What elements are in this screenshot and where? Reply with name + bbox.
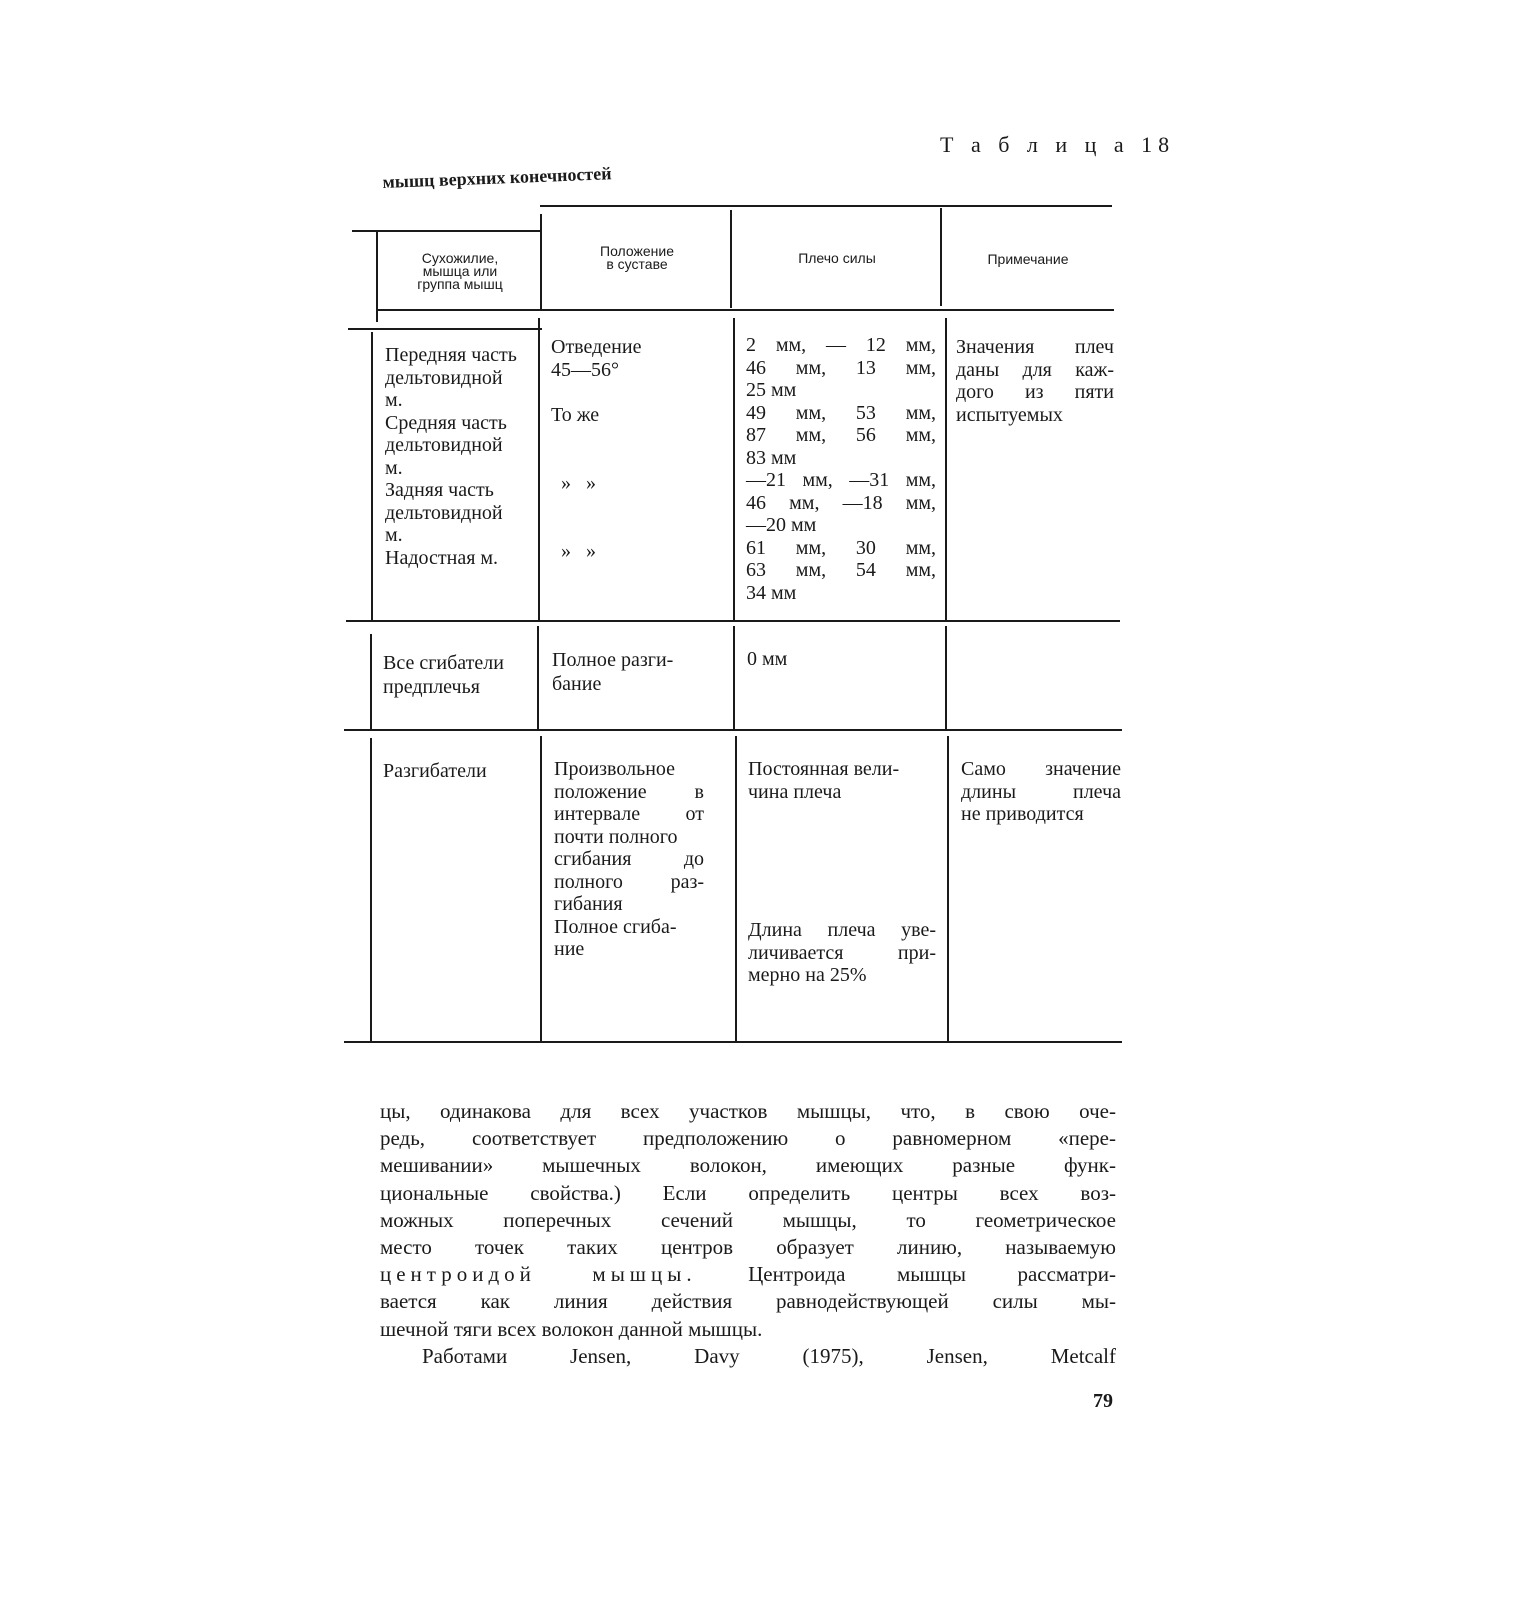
row3-lever-arm-constant <box>748 758 936 803</box>
rule-header-bottom <box>378 309 1114 311</box>
cell-line: Передняя часть <box>385 344 517 366</box>
text-fragment: Центроида мышцы рассматри- <box>696 1262 1116 1287</box>
row3-position <box>554 758 704 961</box>
vrule-c1-row1 <box>538 318 540 620</box>
cell-line <box>551 450 729 473</box>
header-note: Примечание <box>987 251 1069 267</box>
header-tendon-line: Сухожилие, <box>421 250 499 266</box>
cell-line: » » <box>561 540 596 563</box>
cell-line <box>551 495 729 518</box>
term-centroid: центроидой мышцы. <box>380 1262 697 1287</box>
cell-line: Постоянная вели- <box>748 758 900 780</box>
cell-line: дельтовидной <box>385 501 503 524</box>
rule-table-bottom <box>344 1041 1122 1043</box>
vrule-left-header <box>376 232 378 322</box>
cell-line: 63 мм, 54 мм, <box>746 559 936 581</box>
table-number: Т а б л и ц а 18 <box>940 132 1176 157</box>
cell-line: 46 мм, 13 мм, <box>746 356 936 379</box>
header-lever-arm: Плечо силы <box>798 250 876 266</box>
cell-line: 25 мм <box>746 379 797 401</box>
cell-line: Все сгибатели <box>383 652 504 674</box>
row3-lever-arm-increase <box>748 919 936 987</box>
row3-muscle <box>383 760 533 783</box>
cell-line: Надостная м. <box>385 546 499 569</box>
cell-line <box>551 427 729 450</box>
cell-line <box>551 381 729 404</box>
vrule-c3-row1 <box>945 318 947 620</box>
cell-line: —20 мм <box>746 514 817 536</box>
cell-line: Произвольное <box>554 758 676 780</box>
cell-line: м. <box>385 456 403 479</box>
cell-line: Средняя часть <box>385 411 507 434</box>
cell-line: испытуемых <box>956 403 1063 426</box>
vrule-c3-row2 <box>945 626 947 729</box>
text-line: Работами Jensen, Davy (1975), Jensen, Metcalf <box>422 1343 1116 1368</box>
table-caption: мышц верхних конечностей <box>382 163 612 193</box>
cell-line: 61 мм, 30 мм, <box>746 536 936 559</box>
cell-line: бание <box>552 673 602 695</box>
rule-top-left <box>352 230 542 232</box>
vrule-c1-row3 <box>540 736 542 1041</box>
cell-line: Отведение <box>551 336 642 358</box>
page-number: 79 <box>1093 1390 1113 1412</box>
cell-line: положение в <box>554 780 704 803</box>
cell-line: не приводится <box>961 803 1084 825</box>
vrule-left-row3 <box>370 738 372 1041</box>
header-tendon-line: мышца или <box>422 263 498 279</box>
cell-line: —21 мм, —31 мм, <box>746 469 936 491</box>
cell-line: 83 мм <box>746 446 797 469</box>
vrule-c3-header <box>940 208 942 306</box>
cell-line: мерно на 25% <box>748 964 867 986</box>
cell-line: сгибания до <box>554 848 704 870</box>
row1-position <box>551 336 729 563</box>
cell-line: дельтовидной <box>385 434 503 456</box>
vrule-left-row1 <box>371 332 373 620</box>
cell-line: длины плеча <box>961 780 1121 803</box>
cell-line: дого из пяти <box>956 381 1114 403</box>
vrule-c3-row3 <box>947 736 949 1041</box>
cell-line: » » <box>561 472 596 495</box>
cell-line: Значения плеч <box>956 336 1114 358</box>
cell-line: 87 мм, 56 мм, <box>746 424 936 446</box>
row2-lever-arm <box>747 648 937 671</box>
vrule-c2-row2 <box>733 626 735 729</box>
cell-line: 49 мм, 53 мм, <box>746 401 936 424</box>
cell-line: почти полного <box>554 825 678 848</box>
cell-line: 2 мм, — 12 мм, <box>746 334 936 356</box>
cell-line: даны для каж- <box>956 358 1114 381</box>
rule-row1-bottom <box>346 620 1120 622</box>
cell-line: дельтовидной <box>385 366 503 389</box>
cell-line: Разгибатели <box>383 760 487 782</box>
cell-line <box>551 518 729 541</box>
cell-line: чина плеча <box>748 780 842 803</box>
cell-line: м. <box>385 524 403 546</box>
row2-muscle <box>383 651 533 699</box>
cell-line: 34 мм <box>746 581 797 604</box>
text-line <box>380 1261 1116 1288</box>
cell-line: Полное разги- <box>552 649 674 671</box>
text-line: можных поперечных сечений мышцы, то геометрическое <box>380 1207 1116 1232</box>
cell-line: Само значение <box>961 758 1121 780</box>
row3-note <box>961 758 1121 826</box>
cell-line: 0 мм <box>747 648 788 670</box>
cell-line: гибания <box>554 893 623 915</box>
header-tendon-line: группа мышц <box>417 276 503 292</box>
cell-line: полного раз- <box>554 870 704 893</box>
header-joint-line: Положение <box>600 243 674 259</box>
text-line: вается как линия действия равнодействующей силы мы- <box>380 1289 1116 1314</box>
vrule-c2-header <box>730 210 732 308</box>
rule-row2-bottom <box>344 729 1122 731</box>
header-joint-position <box>544 245 730 271</box>
vrule-left-row2 <box>370 634 372 729</box>
body-paragraph <box>380 1098 1116 1370</box>
header-joint-line: в суставе <box>606 256 668 272</box>
cell-line: 46 мм, —18 мм, <box>746 491 936 514</box>
row1-note <box>956 336 1114 426</box>
cell-line: м. <box>385 389 403 411</box>
rule-header-bottom-left <box>348 328 542 330</box>
cell-line: Длина плеча уве- <box>748 919 936 941</box>
header-tendon <box>382 252 538 291</box>
cell-line: предплечья <box>383 676 480 698</box>
text-line: мешивании» мышечных волокон, имеющих разные функ- <box>380 1153 1116 1178</box>
vrule-c2-row3 <box>735 736 737 1041</box>
rule-top <box>540 205 1112 207</box>
text-line: цы, одинакова для всех участков мышцы, что, в свою оче- <box>380 1099 1116 1123</box>
text-line: место точек таких центров образует линию, называемую <box>380 1235 1116 1260</box>
text-line: редь, соответствует предположению о равномерном «пере- <box>380 1126 1116 1151</box>
cell-line: интервале от <box>554 803 704 825</box>
row1-lever-arm <box>746 334 936 604</box>
vrule-c1-row2 <box>537 626 539 729</box>
vrule-c1-header <box>540 214 542 310</box>
cell-line: Полное сгиба- <box>554 915 677 938</box>
vrule-c2-row1 <box>733 318 735 620</box>
cell-line: 45—56° <box>551 358 619 381</box>
text-line: шечной тяги всех волокон данной мышцы. <box>380 1316 763 1341</box>
cell-line: То же <box>551 404 600 427</box>
cell-line: Задняя часть <box>385 479 494 501</box>
row1-muscle <box>385 344 537 569</box>
cell-line: личивается при- <box>748 941 936 964</box>
text-line: циональные свойства.) Если определить центры всех воз- <box>380 1180 1116 1205</box>
cell-line: ние <box>554 938 585 960</box>
row2-position <box>552 648 728 696</box>
